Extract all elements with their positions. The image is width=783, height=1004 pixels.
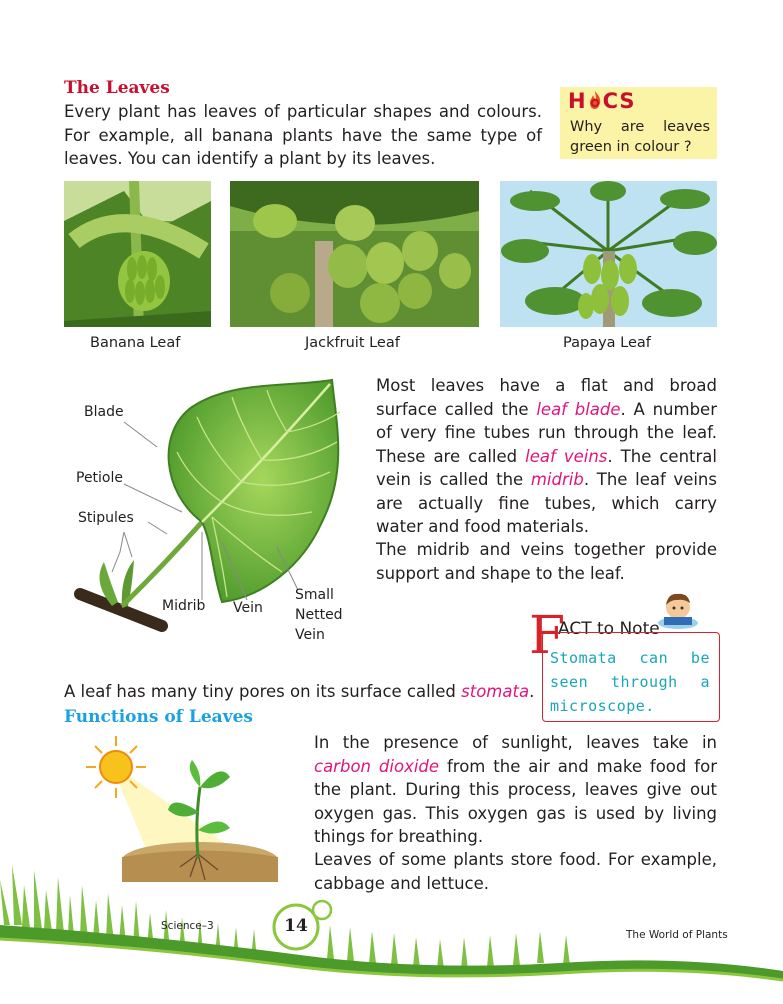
banana-photo [64, 181, 211, 327]
label-petiole: Petiole [76, 470, 124, 486]
jackfruit-photo [230, 181, 479, 327]
fact-text: Stomata can be seen through a microscope. [550, 649, 710, 715]
flame-icon [587, 90, 603, 108]
text-span: A leaf has many tiny pores on its surface called [64, 682, 462, 701]
label-blade: Blade [84, 404, 124, 420]
label-small: Small [295, 587, 334, 603]
fact-title: ACT to Note [558, 619, 660, 639]
support-paragraph: The midrib and veins together provide support and shape to the leaf. [376, 540, 717, 583]
banana-caption: Banana Leaf [90, 335, 181, 351]
grass-footer [0, 855, 783, 1000]
stomata-line [64, 680, 534, 704]
hots-title [568, 89, 636, 113]
text-span: from the air and make food for the plant. During this process, leaves give out oxygen gas. This oxygen gas is used by living things for breathing. [314, 756, 717, 846]
text-span: . [529, 682, 535, 701]
term-leaf-veins: leaf veins [525, 446, 608, 466]
label-small-netted-vein [295, 585, 343, 645]
label-vein2: Vein [295, 627, 325, 643]
section-title-leaves: The Leaves [64, 78, 170, 98]
store-food-paragraph: Leaves of some plants store food. For example, cabbage and lettuce. [314, 850, 717, 893]
photosynthesis-paragraph [314, 731, 717, 849]
leaf-parts-paragraph [376, 374, 717, 539]
text-span: . A number of very fine tubes run through the leaf. These are called [376, 399, 717, 466]
jackfruit-caption: Jackfruit Leaf [305, 335, 400, 351]
footer-subject: Science–3 [161, 920, 214, 932]
leaves-intro: Every plant has leaves of particular shapes and colours. For example, all banana plants have the same type of leaves. You can identify a plant by its leaves. [64, 102, 542, 168]
page-number: 14 [284, 916, 308, 936]
term-stomata: stomata [461, 682, 530, 701]
text-span: Most leaves have a flat and broad surface called the [376, 376, 717, 419]
hots-box [560, 87, 717, 159]
footer-chapter: The World of Plants [626, 929, 728, 941]
text-span: . The leaf veins are actually fine tubes, which carry water and food materials. [376, 470, 717, 536]
boy-reading-icon [654, 589, 702, 631]
hots-title-rest: CS [602, 89, 636, 113]
hots-question: Why are leaves green in colour ? [570, 119, 710, 155]
fact-letter-f: F [529, 606, 566, 666]
papaya-caption: Papaya Leaf [563, 335, 651, 351]
text-span: In the presence of sunlight, leaves take in [314, 733, 717, 752]
hots-title-h: H [568, 89, 587, 113]
text-span: . The central vein is called the [376, 446, 717, 489]
label-vein: Vein [233, 600, 263, 616]
section-title-functions: Functions of Leaves [64, 707, 253, 727]
label-midrib: Midrib [162, 598, 206, 614]
term-leaf-blade: leaf blade [536, 399, 621, 419]
term-midrib: midrib [530, 470, 584, 489]
label-stipules: Stipules [78, 510, 134, 526]
papaya-photo [500, 181, 717, 327]
label-netted: Netted [295, 607, 343, 623]
term-carbon-dioxide: carbon dioxide [314, 756, 440, 776]
